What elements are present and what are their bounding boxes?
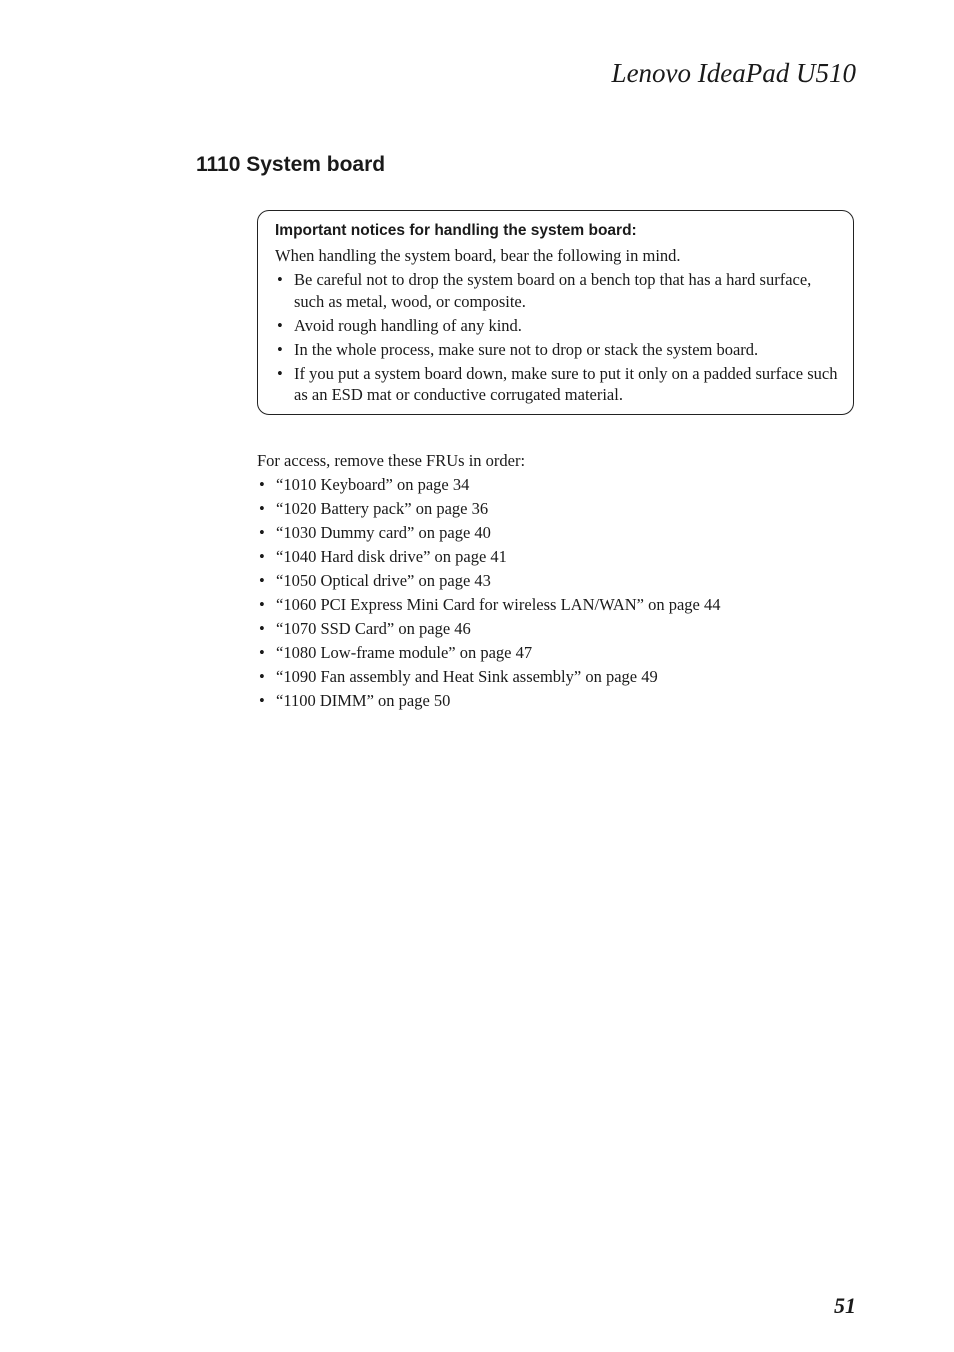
bullet-icon: • bbox=[259, 475, 265, 494]
bullet-icon: • bbox=[259, 547, 265, 566]
notice-item bbox=[275, 363, 845, 406]
bullet-icon: • bbox=[259, 523, 265, 542]
notice-heading: Important notices for handling the system board: bbox=[275, 222, 637, 239]
fru-list-item bbox=[257, 642, 857, 664]
bullet-icon: • bbox=[259, 619, 265, 638]
fru-list-item bbox=[257, 474, 857, 496]
header-title: Lenovo IdeaPad U510 bbox=[611, 58, 856, 88]
fru-link[interactable]: “1060 PCI Express Mini Card for wireless LAN/WAN” on page 44 bbox=[276, 595, 721, 614]
notice-item-text: If you put a system board down, make sure to put it only on a padded surface such as an ESD mat or conductive corrugated material. bbox=[294, 363, 838, 404]
fru-link[interactable]: “1070 SSD Card” on page 46 bbox=[276, 619, 471, 638]
bullet-icon: • bbox=[259, 667, 265, 686]
notice-box bbox=[257, 210, 854, 415]
notice-item bbox=[275, 315, 845, 337]
access-block bbox=[257, 450, 857, 714]
bullet-icon: • bbox=[277, 270, 283, 289]
notice-list bbox=[275, 269, 845, 408]
bullet-icon: • bbox=[277, 339, 283, 359]
fru-list-item bbox=[257, 522, 857, 544]
notice-item-text: Be careful not to drop the system board on a bench top that has a hard surface, such as metal, wood, or composite. bbox=[294, 270, 812, 311]
bullet-icon: • bbox=[277, 363, 283, 383]
access-intro: For access, remove these FRUs in order: bbox=[257, 451, 526, 470]
fru-list-item bbox=[257, 570, 857, 592]
bullet-icon: • bbox=[259, 571, 265, 590]
notice-item-text: In the whole process, make sure not to drop or stack the system board. bbox=[294, 339, 759, 359]
page-number: 51 bbox=[834, 1293, 856, 1318]
section-title: 1110 System board bbox=[196, 153, 386, 176]
fru-list-item bbox=[257, 498, 857, 520]
fru-link[interactable]: “1020 Battery pack” on page 36 bbox=[276, 499, 489, 518]
bullet-icon: • bbox=[277, 315, 283, 335]
fru-link[interactable]: “1050 Optical drive” on page 43 bbox=[276, 571, 491, 590]
fru-list-item bbox=[257, 618, 857, 640]
fru-list-item bbox=[257, 690, 857, 712]
fru-link[interactable]: “1100 DIMM” on page 50 bbox=[276, 691, 451, 710]
fru-link[interactable]: “1010 Keyboard” on page 34 bbox=[276, 475, 470, 494]
fru-list-item bbox=[257, 594, 857, 616]
fru-list-item bbox=[257, 546, 857, 568]
bullet-icon: • bbox=[259, 595, 265, 614]
bullet-icon: • bbox=[259, 643, 265, 662]
fru-list bbox=[257, 474, 857, 712]
fru-link[interactable]: “1080 Low-frame module” on page 47 bbox=[276, 643, 533, 662]
bullet-icon: • bbox=[259, 499, 265, 518]
fru-list-item bbox=[257, 666, 857, 688]
notice-intro: When handling the system board, bear the following in mind. bbox=[275, 246, 681, 265]
notice-item-text: Avoid rough handling of any kind. bbox=[294, 315, 522, 335]
notice-item bbox=[275, 339, 845, 361]
fru-link[interactable]: “1030 Dummy card” on page 40 bbox=[276, 523, 491, 542]
fru-link[interactable]: “1090 Fan assembly and Heat Sink assembly” on page 49 bbox=[276, 667, 658, 686]
fru-link[interactable]: “1040 Hard disk drive” on page 41 bbox=[276, 547, 507, 566]
bullet-icon: • bbox=[259, 691, 265, 710]
notice-item bbox=[275, 269, 845, 312]
